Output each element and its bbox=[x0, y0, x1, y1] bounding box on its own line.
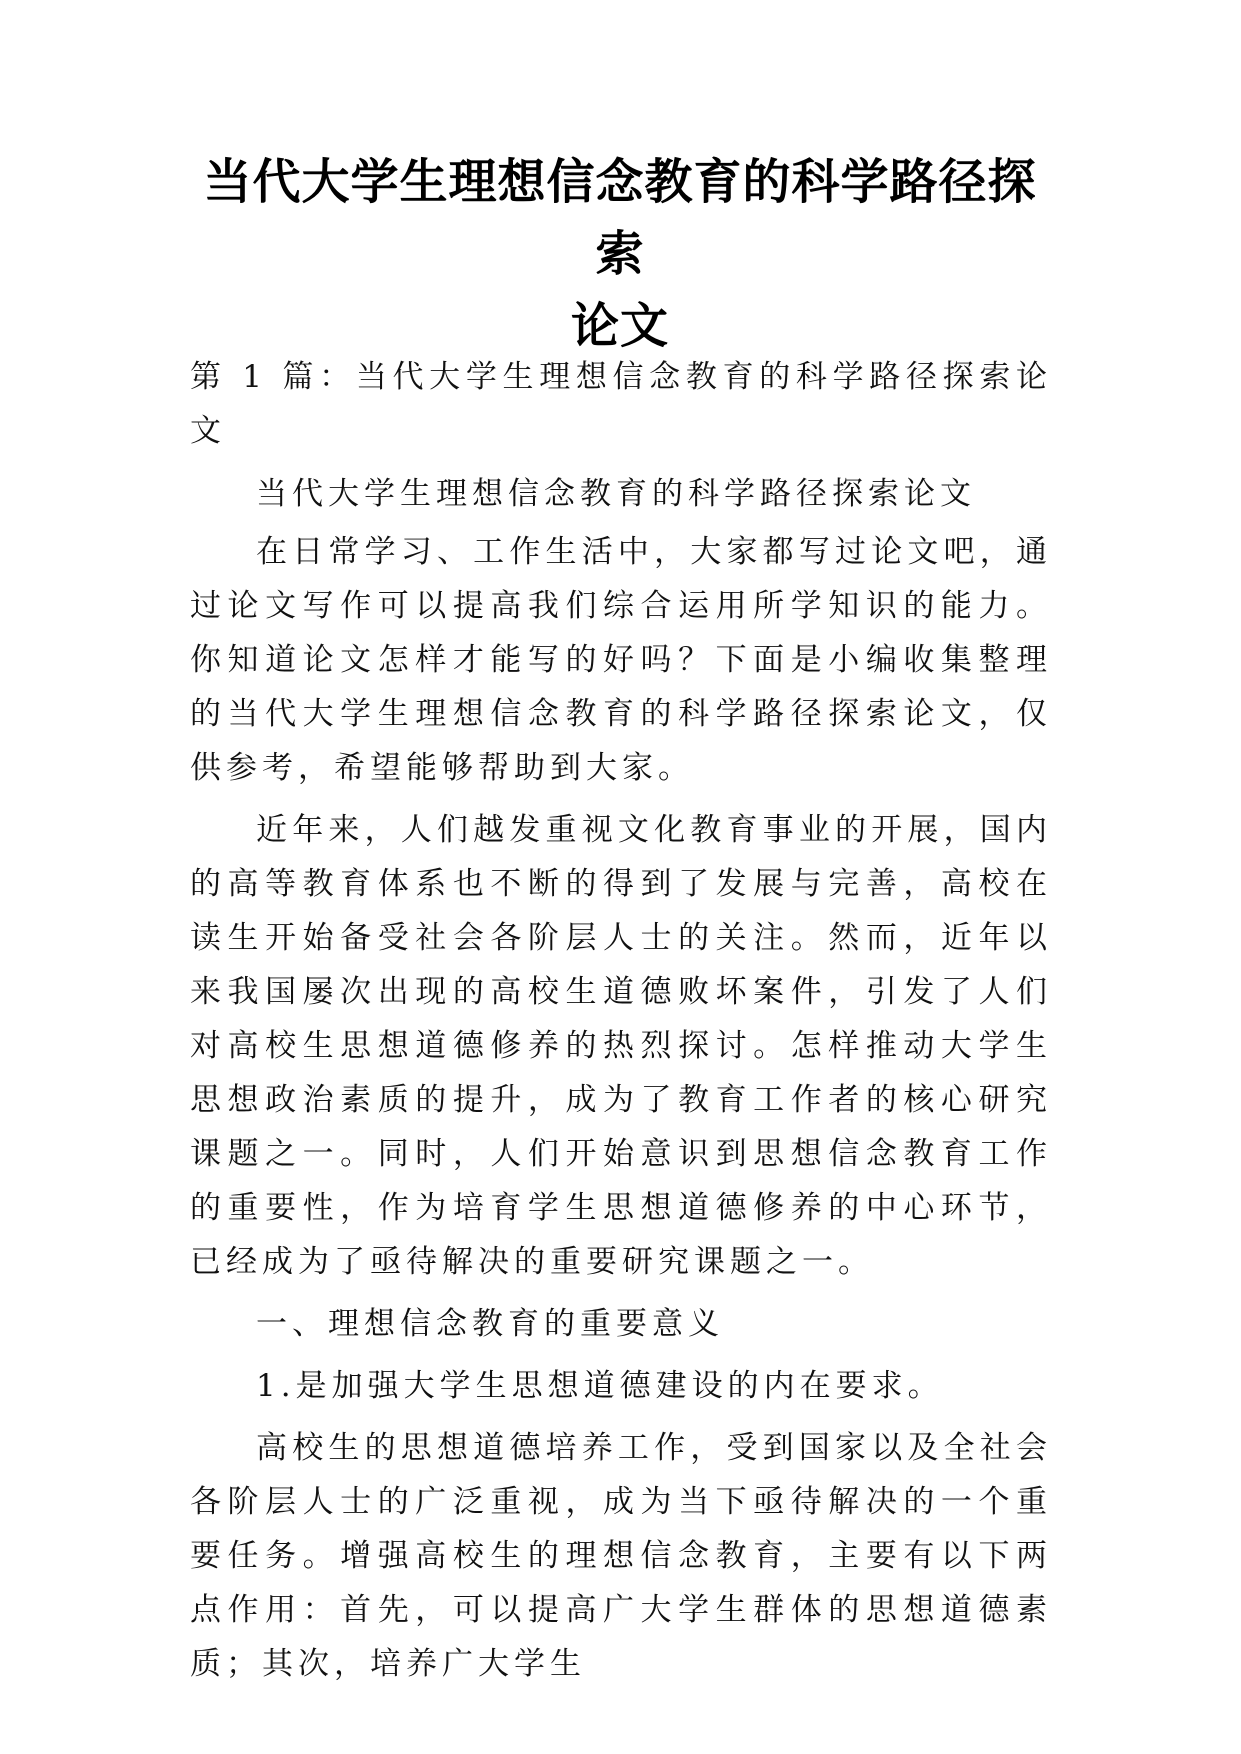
section-heading: 一、理想信念教育的重要意义 bbox=[256, 1306, 724, 1342]
paragraph-background: 近年来，人们越发重视文化教育事业的开展，国内的高等教育体系也不断的得到了发展与完善，高校在读生开始备受社会各阶层人士的关注。然而，近年以来我国屡次出现的高校生道德败坏案件，引发了人们对高校生思想道德修养的热烈探讨。怎样推动大学生思想政治素质的提升，成为了教育工作者的核心研究课题之一。同时，人们开始意识到思想信念教育工作的重要性，作为培育学生思想道德修养的中心环节，已经成为了亟待解决的重要研究课题之一。 bbox=[190, 812, 1052, 1280]
title-line-2: 论文 bbox=[570, 298, 669, 354]
paragraph-importance: 高校生的思想道德培养工作，受到国家以及全社会各阶层人士的广泛重视，成为当下亟待解决的一个重要任务。增强高校生的理想信念教育，主要有以下两点作用：首先，可以提高广大学生群体的思想道德素质；其次，培养广大学生 bbox=[190, 1430, 1052, 1682]
document-title bbox=[180, 146, 1060, 362]
subsection-heading: 1.是加强大学生思想道德建设的内在要求。 bbox=[256, 1368, 944, 1404]
paragraph-intro: 在日常学习、工作生活中，大家都写过论文吧，通过论文写作可以提高我们综合运用所学知识的能力。你知道论文怎样才能写的好吗？下面是小编收集整理的当代大学生理想信念教育的科学路径探索论文，仅供参考，希望能够帮助到大家。 bbox=[190, 534, 1052, 786]
article-subtitle: 当代大学生理想信念教育的科学路径探索论文 bbox=[256, 476, 976, 512]
document-body bbox=[190, 350, 1052, 1691]
title-line-1: 当代大学生理想信念教育的科学路径探索 bbox=[203, 154, 1037, 282]
section-label: 第 1 篇：当代大学生理想信念教育的科学路径探索论文 bbox=[190, 359, 1052, 449]
